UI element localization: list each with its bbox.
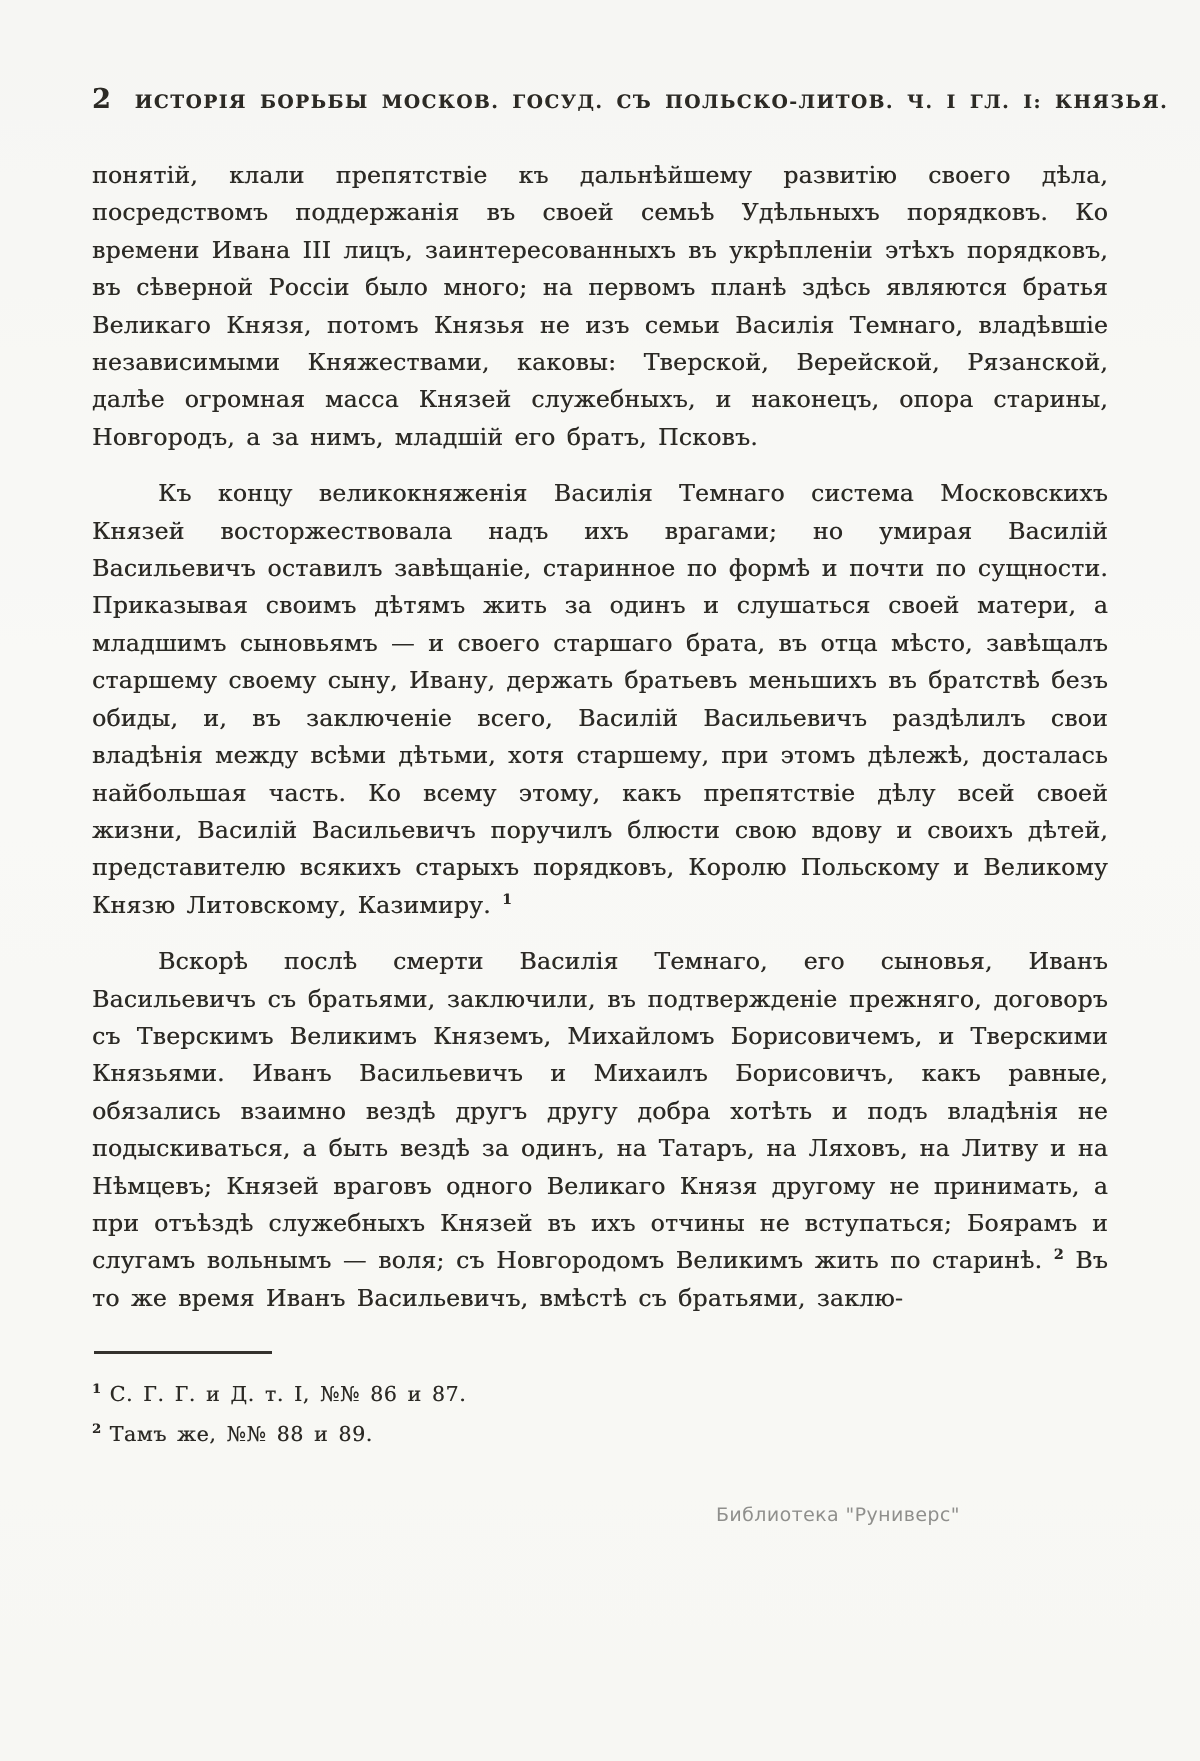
body-paragraph-3	[92, 943, 1108, 1317]
footnote-separator	[94, 1351, 272, 1354]
page-body	[92, 157, 1108, 1317]
footnotes-section	[92, 1351, 1108, 1446]
footnote-1-text: С. Г. Г. и Д. т. I, №№ 86 и 87.	[109, 1382, 467, 1407]
body-paragraph-1: понятій, клали препятствіе къ дальнѣйшему развитію своего дѣла, посредствомъ поддержанія въ своей семьѣ Удѣльныхъ порядковъ. Ко времени Ивана III лицъ, заинтересованныхъ въ укрѣпленіи этѣхъ порядковъ, въ сѣверной Россіи было много; на первомъ планѣ здѣсь являются братья Великаго Князя, потомъ Князья не изъ семьи Василія Темнаго, владѣвшіе независимыми Княжествами, каковы: Тверской, Верейской, Рязанской, далѣе огромная масса Князей служебныхъ, и наконецъ, опора старины, Новгородъ, а за нимъ, младшій его братъ, Псковъ.	[92, 161, 1108, 451]
footnote-ref-2: 2	[1053, 1247, 1064, 1264]
footnote-2-text: Тамъ же, №№ 88 и 89.	[109, 1422, 373, 1447]
paragraph-3-text-2: Въ то же время Иванъ Васильевичъ, вмѣстѣ съ братьями, заклю-	[92, 1246, 1108, 1312]
paragraph-2-text: Къ концу великокняженія Василія Темнаго система Московскихъ Князей восторжествовала надъ ихъ врагами; но умирая Василій Васильевичъ оставилъ завѣщаніе, старинное по формѣ и почти по сущности. Приказывая своимъ дѣтямъ жить за одинъ и слушаться своей матери, а младшимъ сыновьямъ — и своего старшаго брата, въ отца мѣсто, завѣщалъ старшему своему сыну, Ивану, держать братьевъ меньшихъ въ братствѣ безъ обиды, и, въ заключеніе всего, Василій Васильевичъ раздѣлилъ свои владѣнія между всѣми дѣтьми, хотя старшему, при этомъ дѣлежѣ, досталась найбольшая часть. Ко всему этому, какъ препятствіе дѣлу всей своей жизни, Василій Васильевичъ поручилъ блюсти свою вдову и своихъ дѣтей, представителю всякихъ старыхъ порядковъ, Королю Польскому и Великому Князю Литовскому, Казимиру.	[92, 479, 1108, 919]
footnote-2	[92, 1422, 1108, 1446]
paragraph-3-text-1: Вскорѣ послѣ смерти Василія Темнаго, его сыновья, Иванъ Васильевичъ съ братьями, заключили, въ подтвержденіе прежняго, договоръ съ Тверскимъ Великимъ Княземъ, Михайломъ Борисовичемъ, и Тверскими Князьями. Иванъ Васильевичъ и Михаилъ Борисовичъ, какъ равные, обязались взаимно вездѣ другъ другу добра хотѣть и подъ владѣнія не подыскиваться, а быть вездѣ за одинъ, на Татаръ, на Ляховъ, на Литву и на Нѣмцевъ; Князей враговъ одного Великаго Князя другому не принимать, а при отъѣздѣ служебныхъ Князей въ ихъ отчины не вступаться; Боярамъ и слугамъ вольнымъ — воля; съ Новгородомъ Великимъ жить по старинѣ.	[92, 947, 1108, 1275]
footnote-1	[92, 1382, 1108, 1406]
body-paragraph-2	[92, 475, 1108, 924]
page-number: 2	[92, 84, 111, 115]
footnote-2-marker: 2	[92, 1422, 102, 1438]
running-header	[92, 84, 1169, 115]
running-title: ИСТОРІЯ БОРЬБЫ МОСКОВ. ГОСУД. СЪ ПОЛЬСКО-ЛИТОВ. Ч. I ГЛ. I: КНЯЗЬЯ.	[134, 92, 1169, 113]
library-watermark: Библиотека "Руниверс"	[716, 1504, 960, 1526]
footnote-ref-1: 1	[502, 891, 513, 908]
footnote-1-marker: 1	[92, 1382, 102, 1398]
